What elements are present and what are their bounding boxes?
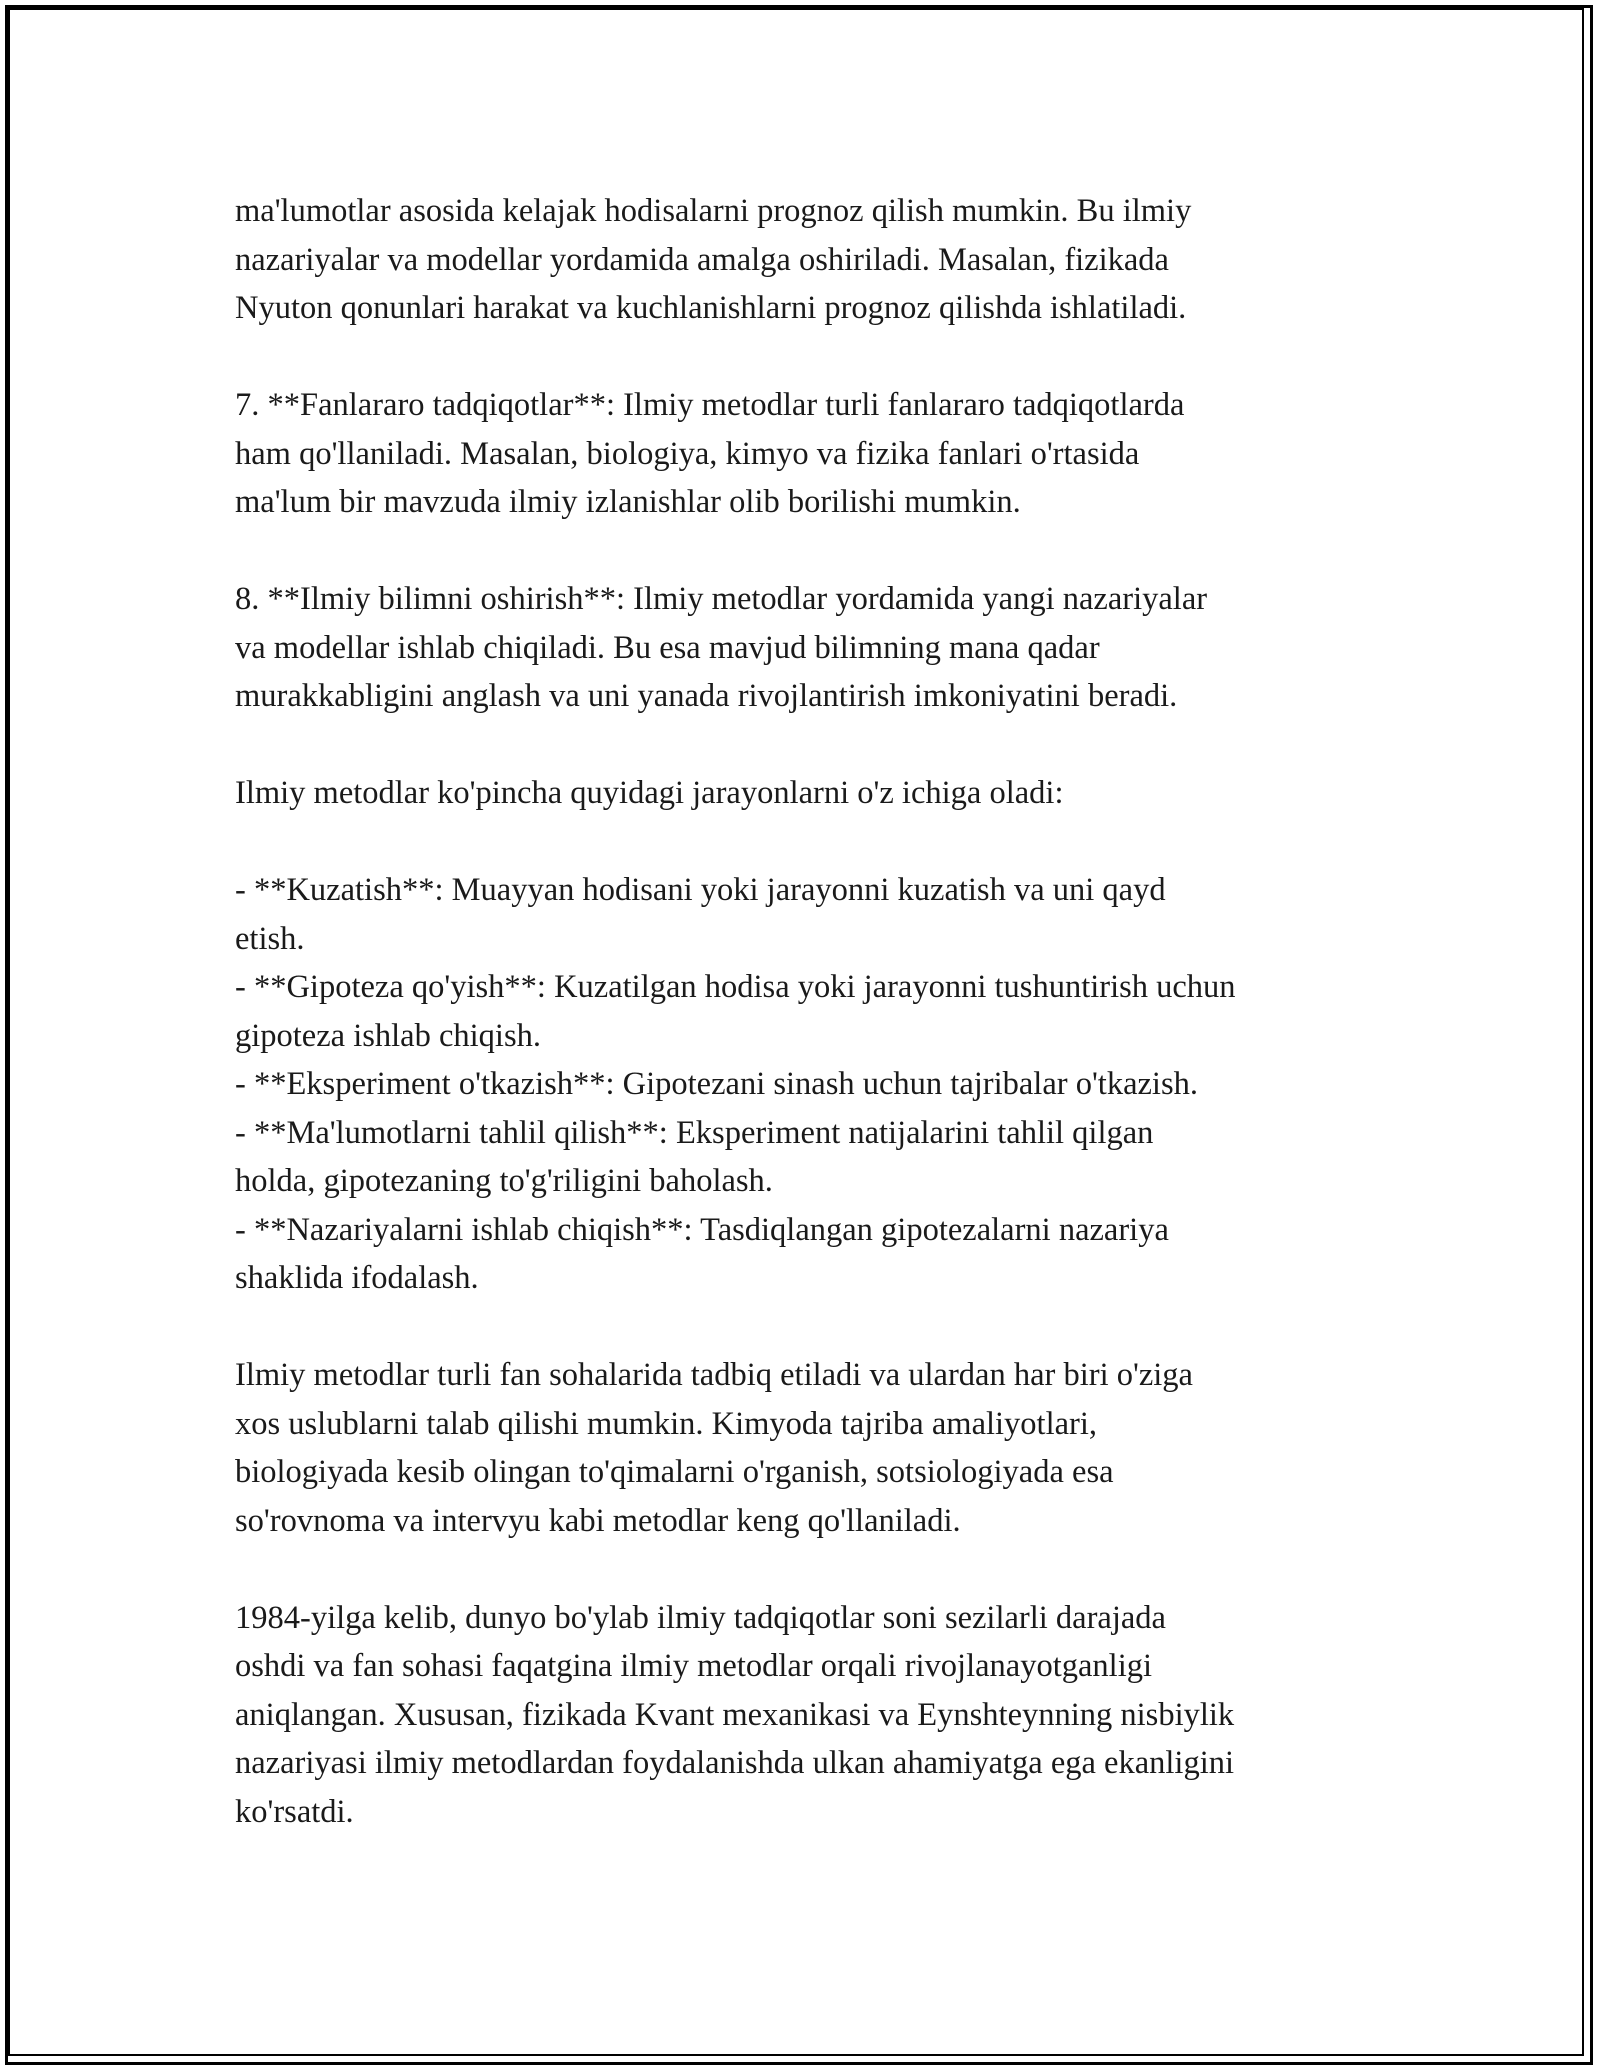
paragraph-ilmiy-bilim: 8. **Ilmiy bilimni oshirish**: Ilmiy metodlar yordamida yangi nazariyalar va modellar ishlab chiqiladi. Bu esa mavjud bilimning mana qadar murakkabligini anglash va uni yanada rivojlantirish imkoniyatini beradi. bbox=[235, 581, 1208, 714]
paragraph-fan-sohalari: Ilmiy metodlar turli fan sohalarida tadbiq etiladi va ulardan har biri o'ziga xos uslublarni talab qilishi mumkin. Kimyoda tajriba amaliyotlari, biologiyada kesib olingan to'qimalarni o'rganish, sotsiologiyada esa so'rovnoma va intervyu kabi metodlar keng qo'llaniladi. bbox=[235, 1357, 1193, 1539]
paragraph-fanlararo: 7. **Fanlararo tadqiqotlar**: Ilmiy metodlar turli fanlararo tadqiqotlarda ham qo'llaniladi. Masalan, biologiya, kimyo va fizika fanlari o'rtasida ma'lum bir mavzuda ilmiy izlanishlar olib borilishi mumkin. bbox=[235, 387, 1185, 520]
paragraph-1984: 1984-yilga kelib, dunyo bo'ylab ilmiy tadqiqotlar soni sezilarli darajada oshdi va fan sohasi faqatgina ilmiy metodlar orqali rivojlanayotganligi aniqlangan. Xususan, fizikada Kvant mexanikasi va Eynshteynning nisbiylik nazariyasi ilmiy metodlardan foydalanishda ulkan ahamiyatga ega ekanligini ko'rsatdi. bbox=[235, 1599, 1235, 1830]
paragraph-list-intro: Ilmiy metodlar ko'pincha quyidagi jarayonlarni o'z ichiga oladi: bbox=[235, 775, 1064, 811]
list-item-gipoteza: - **Gipoteza qo'yish**: Kuzatilgan hodisa yoki jarayonni tushuntirish uchun gipoteza ishlab chiqish. bbox=[235, 969, 1236, 1054]
list-item-tahlil: - **Ma'lumotlarni tahlil qilish**: Eksperiment natijalarini tahlil qilgan holda, gipotezaning to'g'riligini baholash. bbox=[235, 1114, 1154, 1199]
list-item-nazariya: - **Nazariyalarni ishlab chiqish**: Tasdiqlangan gipotezalarni nazariya shaklida ifodalash. bbox=[235, 1211, 1169, 1296]
list-item-kuzatish: - **Kuzatish**: Muayyan hodisani yoki jarayonni kuzatish va uni qayd etish. bbox=[235, 872, 1166, 957]
list-item-eksperiment: - **Eksperiment o'tkazish**: Gipotezani sinash uchun tajribalar o'tkazish. bbox=[235, 1066, 1198, 1102]
paragraph-prognoz: ma'lumotlar asosida kelajak hodisalarni prognoz qilish mumkin. Bu ilmiy nazariyalar va modellar yordamida amalga oshiriladi. Masalan, fizikada Nyuton qonunlari harakat va kuchlanishlarni prognoz qilishda ishlatiladi. bbox=[235, 193, 1192, 326]
document-body bbox=[235, 187, 1385, 1885]
process-list bbox=[235, 866, 1385, 1303]
